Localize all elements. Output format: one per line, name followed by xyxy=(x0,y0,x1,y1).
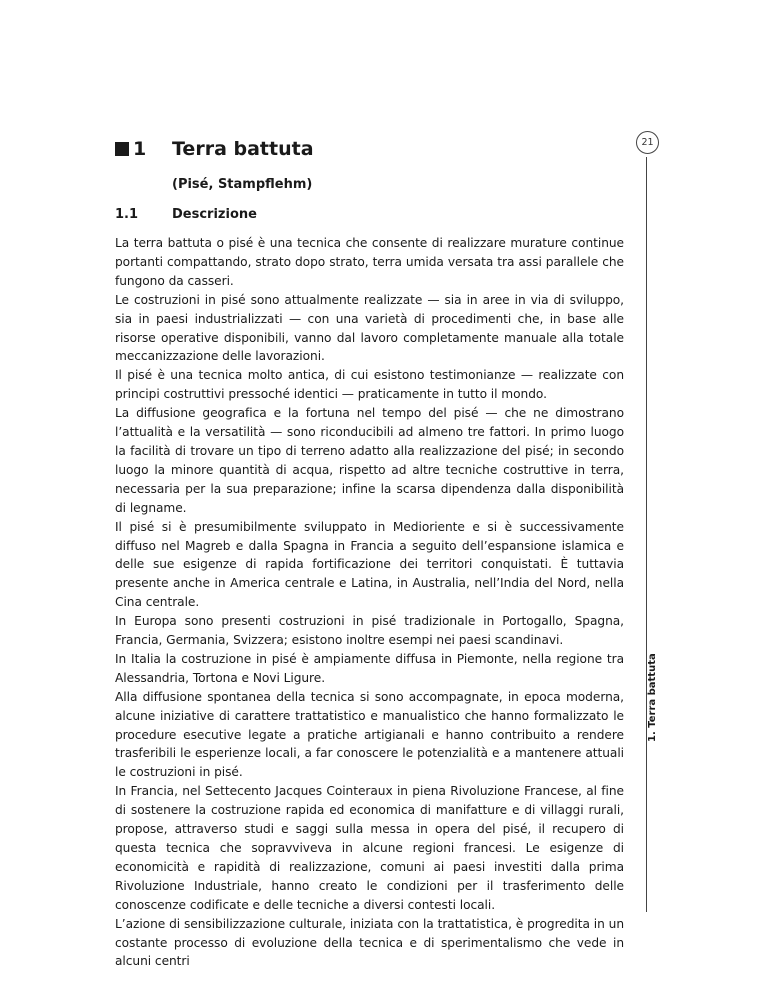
section-number: 1.1 xyxy=(115,207,139,222)
paragraph: Il pisé si è presumibilmente sviluppato in Medioriente e si è successivamente diffuso nel Magreb e dalla Spagna in Francia a seguito dell’espansione islamica e delle sue esigenze di rapida fortificazione dei territori conquistati. È tuttavia presente anche in America centrale e Latina, in Australia, nell’India del Nord, nella Cina centrale. xyxy=(115,519,624,610)
body-text xyxy=(115,234,624,971)
paragraph: La diffusione geografica e la fortuna nel tempo del pisé — che ne dimostrano l’attualità e la versatilità — sono riconducibili ad almeno tre fattori. In primo luogo la facilità di trovare un tipo di terreno adatto alla realizzazione del pisé; in secondo luogo la minore quantità di acqua, rispetto ad altre tecniche costruttive in terra, necessaria per la sua preparazione; infine la scarsa dipendenza dalla disponibilità di legname. xyxy=(115,406,624,515)
paragraph: In Europa sono presenti costruzioni in pisé tradizionale in Portogallo, Spagna, Francia, Germania, Svizzera; esistono inoltre esempi nei paesi scandinavi. xyxy=(115,614,624,648)
chapter-marker xyxy=(115,142,129,156)
paragraph: In Italia la costruzione in pisé è ampiamente diffusa in Piemonte, nella regione tra Alessandria, Tortona e Novi Ligure. xyxy=(115,651,624,685)
chapter-subtitle: (Pisé, Stampflehm) xyxy=(172,177,313,192)
paragraph: La terra battuta o pisé è una tecnica che consente di realizzare murature continue portanti compattando, strato dopo strato, terra umida versata tra assi parallele che fungono da casseri. xyxy=(115,236,624,288)
section-title: Descrizione xyxy=(172,207,257,222)
running-head: 1. Terra battuta xyxy=(647,653,658,742)
paragraph: Il pisé è una tecnica molto antica, di cui esistono testimonianze — realizzate con principi costruttivi pressoché identici — praticamente in tutto il mondo. xyxy=(115,368,624,402)
paragraph: L’azione di sensibilizzazione culturale, iniziata con la trattatistica, è progredita in un costante processo di evoluzione della tecnica e di sperimentalismo che vede in alcuni centri xyxy=(115,916,624,969)
margin-rule xyxy=(646,157,647,912)
chapter-title: Terra battuta xyxy=(172,138,314,160)
paragraph: In Francia, nel Settecento Jacques Cointeraux in piena Rivoluzione Francese, al fine di sostenere la costruzione rapida ed economica di manifatture e di villaggi rurali, propose, attraverso studi e saggi sulla messa in opera del pisé, il recupero di questa tecnica che sopravviveva in alcune regioni francesi. Le esigenze di economicità e rapidità di realizzazione, comuni ai paesi investiti dalla prima Rivoluzione Industriale, hanno creato le condizioni per il trasferimento delle conoscenze codificate e delle tecniche a diversi contesti locali. xyxy=(115,784,624,912)
paragraph: Le costruzioni in pisé sono attualmente realizzate — sia in aree in via di sviluppo, sia in paesi industrializzati — con una varietà di procedimenti che, in base alle risorse operative disponibili, vanno dal lavoro completamente manuale alla totale meccanizzazione delle lavorazioni. xyxy=(115,292,624,364)
paragraph: Alla diffusione spontanea della tecnica si sono accompagnate, in epoca moderna, alcune iniziative di carattere trattatistico e manualistico che hanno formalizzato le procedure esecutive legate a pratiche artigianali e hanno contribuito a rendere trasferibili le esperienze locali, a far conoscere le potenzialità e a mantenere attuali le costruzioni in pisé. xyxy=(115,689,624,780)
page-number: 21 xyxy=(636,131,659,154)
chapter-number: 1 xyxy=(133,138,147,160)
